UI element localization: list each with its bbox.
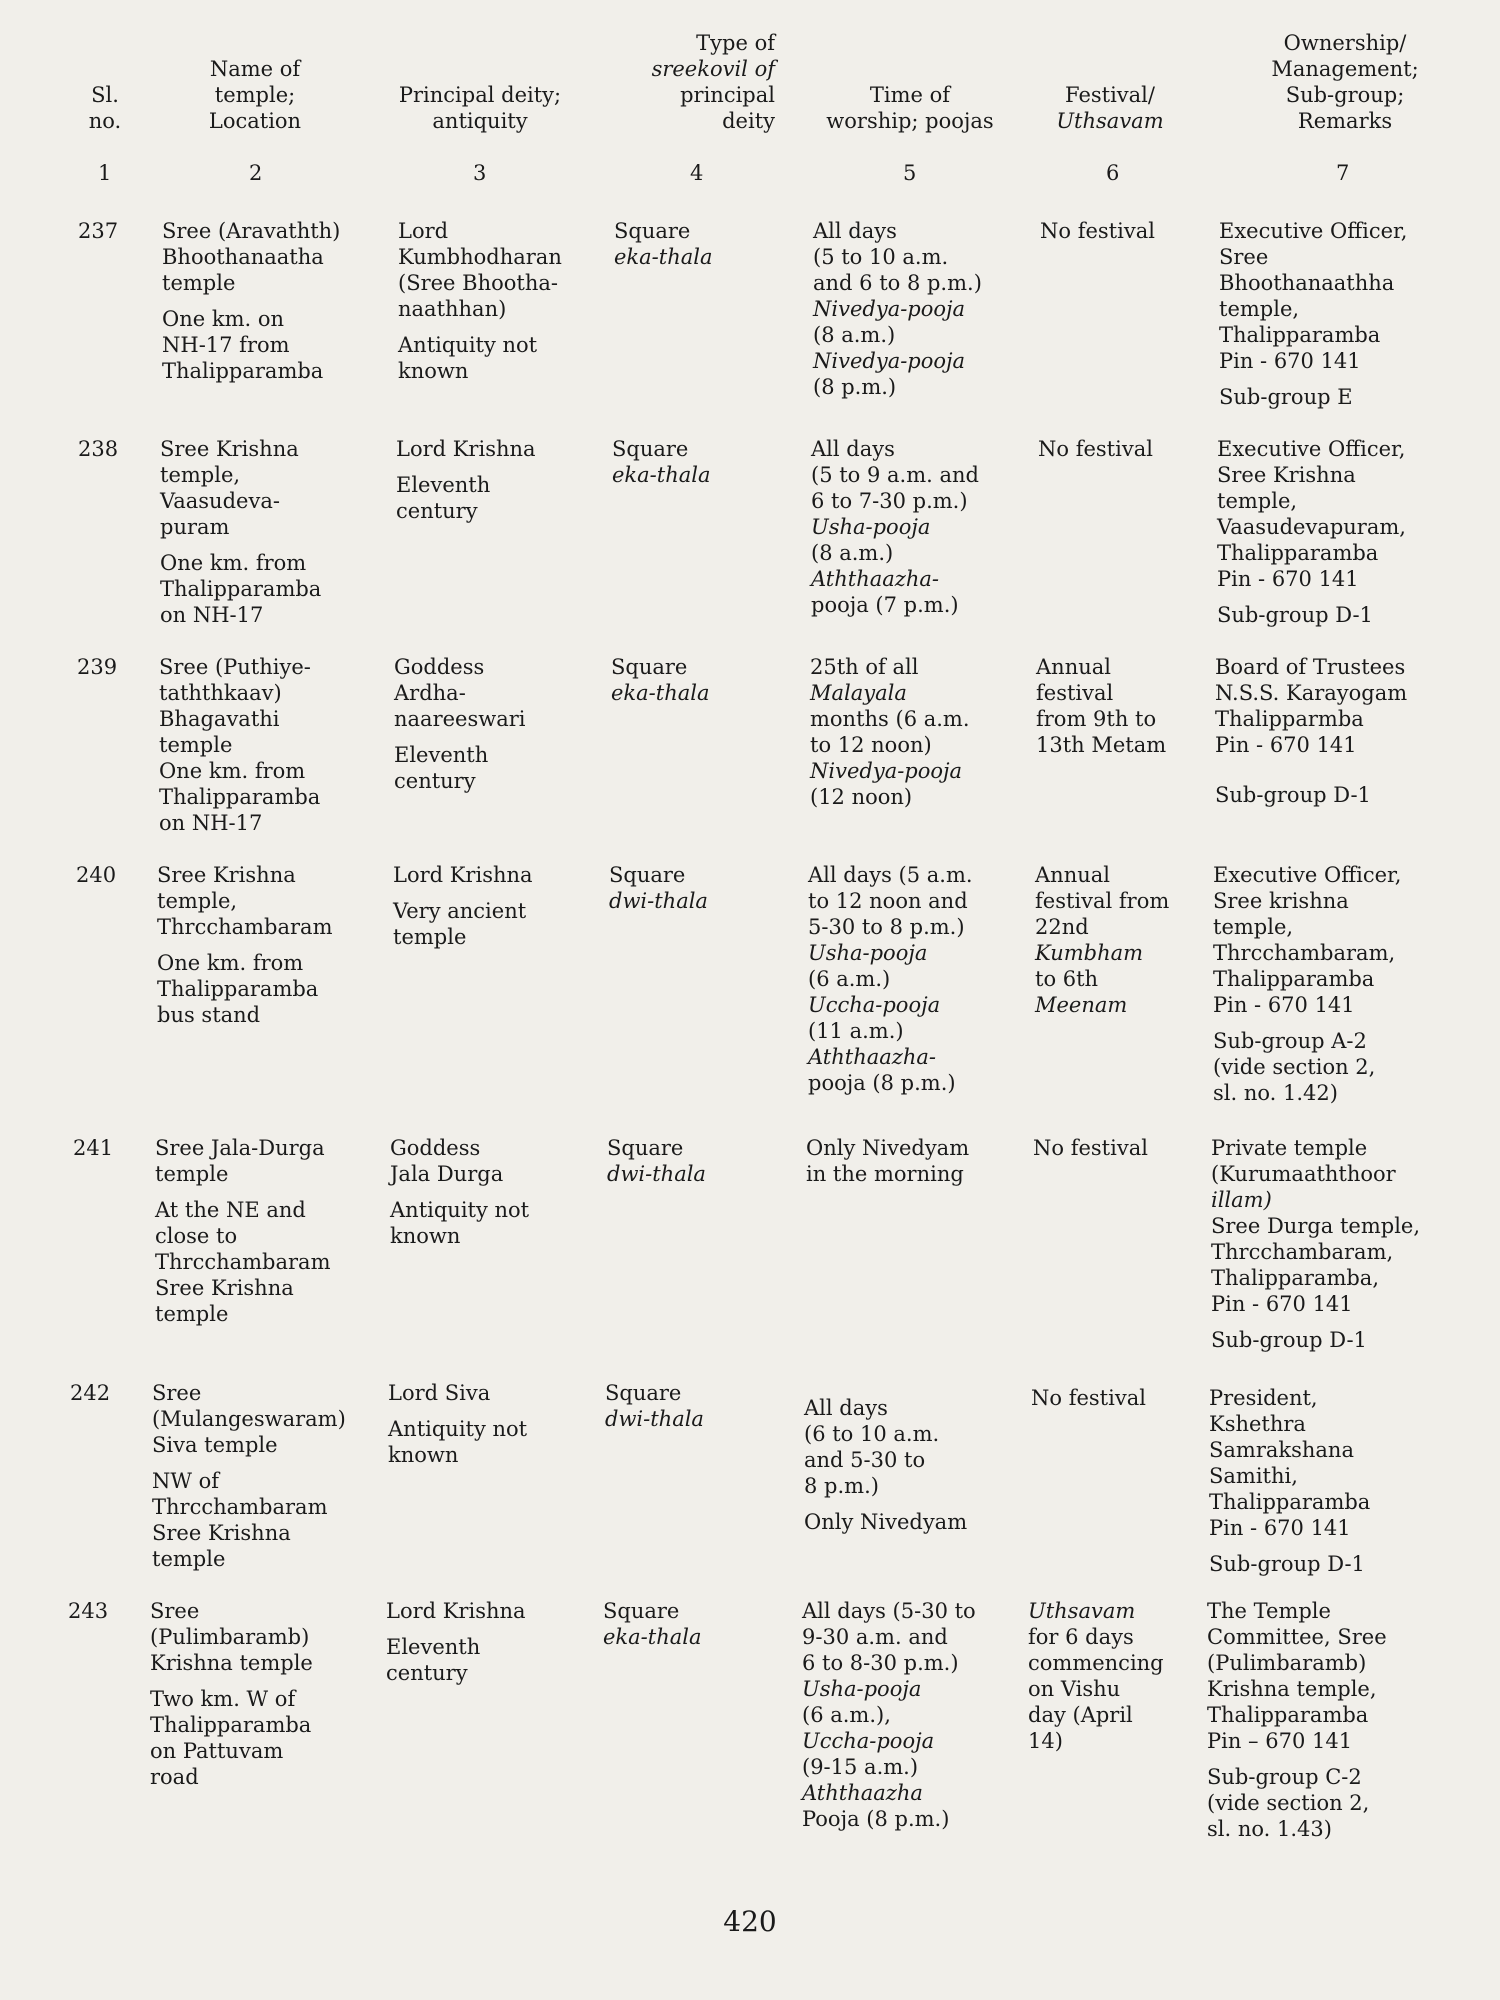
sreekovil-type: Square eka-thala: [612, 437, 711, 487]
temple-name-location: Sree Krishna temple, Vaasudeva- puram One km. from Thalipparamba on NH-17: [160, 437, 322, 627]
festival: No festival: [1033, 1136, 1148, 1160]
sreekovil-type: Square eka-thala: [614, 219, 713, 269]
worship-time: All days (6 to 10 a.m. and 5-30 to 8 p.m.) Only Nivedyam: [804, 1396, 968, 1534]
deity-antiquity: Lord Krishna Very ancient temple: [393, 863, 533, 949]
ownership: The Temple Committee, Sree (Pulimbaramb) Krishna temple, Thalipparamba Pin – 670 141 Sub-group C-2 (vide section 2, sl. no. 1.43): [1207, 1599, 1387, 1841]
temple-name-location: Sree Krishna temple, Thrcchambaram One km. from Thalipparamba bus stand: [157, 863, 333, 1027]
ownership: Executive Officer, Sree Bhoothanaathha temple, Thalipparamba Pin - 670 141 Sub-group E: [1219, 219, 1408, 409]
ownership: President, Kshethra Samrakshana Samithi, Thalipparamba Pin - 670 141 Sub-group D-1: [1209, 1386, 1371, 1576]
ownership: Executive Officer, Sree krishna temple, Thrcchambaram, Thalipparamba Pin - 670 141 Sub-group A-2 (vide section 2, sl. no. 1.42): [1213, 863, 1402, 1105]
deity-antiquity: Goddess Jala Durga Antiquity not known: [390, 1136, 530, 1248]
sreekovil-type: Square dwi-thala: [609, 863, 708, 913]
col-number-6: 6: [1106, 161, 1120, 185]
festival: No festival: [1038, 437, 1153, 461]
deity-antiquity: Goddess Ardha- naareeswari Eleventh century: [394, 655, 526, 793]
worship-time: Only Nivedyam in the morning: [806, 1136, 970, 1186]
row-sl: 243: [68, 1599, 109, 1623]
worship-time: All days (5-30 to 9-30 a.m. and 6 to 8-30 p.m.) Usha-pooja (6 a.m.), Uccha-pooja (9-15 a.m.) Aththaazha Pooja (8 p.m.): [802, 1599, 976, 1831]
festival: Uthsavam for 6 days commencing on Vishu day (April 14): [1028, 1599, 1164, 1753]
worship-time: All days (5 to 9 a.m. and 6 to 7-30 p.m.) Usha-pooja (8 a.m.) Aththaazha- pooja (7 p.m.): [811, 437, 979, 617]
sreekovil-type: Square eka-thala: [611, 655, 710, 705]
temple-name-location: Sree (Aravathth) Bhoothanaatha temple One km. on NH-17 from Thalipparamba: [162, 219, 341, 383]
row-sl: 239: [77, 655, 118, 679]
sreekovil-type: Square dwi-thala: [607, 1136, 706, 1186]
worship-time: All days (5 to 10 a.m. and 6 to 8 p.m.) Nivedya-pooja (8 a.m.) Nivedya-pooja (8 p.m.): [813, 219, 982, 399]
deity-antiquity: Lord Krishna Eleventh century: [396, 437, 536, 523]
ownership: Private temple (Kurumaaththoor illam) Sree Durga temple, Thrcchambaram, Thalipparamba, Pin - 670 141 Sub-group D-1: [1211, 1136, 1421, 1352]
row-sl: 237: [78, 219, 119, 243]
temple-name-location: Sree Jala-Durga temple At the NE and close to Thrcchambaram Sree Krishna temple: [155, 1136, 331, 1326]
header-sreekovil-type: Type of sreekovil of principal deity: [651, 31, 775, 133]
col-number-5: 5: [903, 161, 917, 185]
festival: No festival: [1040, 219, 1155, 243]
sreekovil-type: Square eka-thala: [603, 1599, 702, 1649]
worship-time: 25th of all Malayala months (6 a.m. to 12 noon) Nivedya-pooja (12 noon): [810, 655, 970, 809]
sreekovil-type: Square dwi-thala: [605, 1381, 704, 1431]
temple-name-location: Sree (Pulimbaramb) Krishna temple Two km. W of Thalipparamba on Pattuvam road: [150, 1599, 313, 1789]
col-number-3: 3: [473, 161, 487, 185]
festival: Annual festival from 22nd Kumbham to 6th Meenam: [1035, 863, 1170, 1017]
header-sl-no: Sl. no.: [88, 83, 122, 133]
festival: No festival: [1031, 1386, 1146, 1410]
row-sl: 242: [70, 1381, 111, 1405]
ownership: Board of Trustees N.S.S. Karayogam Thalipparmba Pin - 670 141 Sub-group D-1: [1215, 655, 1408, 807]
col-number-7: 7: [1336, 161, 1350, 185]
deity-antiquity: Lord Kumbhodharan (Sree Bhootha- naathhan) Antiquity not known: [398, 219, 562, 383]
col-number-1: 1: [98, 161, 112, 185]
worship-time: All days (5 a.m. to 12 noon and 5-30 to 8 p.m.) Usha-pooja (6 a.m.) Uccha-pooja (11 a.m.) Aththaazha- pooja (8 p.m.): [808, 863, 973, 1095]
header-festival: Festival/ Uthsavam: [1056, 83, 1164, 133]
col-number-2: 2: [249, 161, 263, 185]
deity-antiquity: Lord Siva Antiquity not known: [388, 1381, 528, 1467]
page-number: 420: [723, 1905, 777, 1938]
ownership: Executive Officer, Sree Krishna temple, Vaasudevapuram, Thalipparamba Pin - 670 141 Sub-group D-1: [1217, 437, 1406, 627]
deity-antiquity: Lord Krishna Eleventh century: [386, 1599, 526, 1685]
row-sl: 238: [78, 437, 119, 461]
festival: Annual festival from 9th to 13th Metam: [1036, 655, 1167, 757]
header-ownership: Ownership/ Management; Sub-group; Remarks: [1271, 31, 1419, 133]
col-number-4: 4: [690, 161, 704, 185]
row-sl: 241: [73, 1136, 114, 1160]
row-sl: 240: [76, 863, 117, 887]
header-deity-antiquity: Principal deity; antiquity: [398, 83, 562, 133]
header-worship-time: Time of worship; poojas: [826, 83, 994, 133]
temple-name-location: Sree (Mulangeswaram) Siva temple NW of Thrcchambaram Sree Krishna temple: [152, 1381, 346, 1571]
header-name-location: Name of temple; Location: [208, 57, 302, 133]
temple-name-location: Sree (Puthiye- taththkaav) Bhagavathi temple One km. from Thalipparamba on NH-17: [159, 655, 321, 835]
